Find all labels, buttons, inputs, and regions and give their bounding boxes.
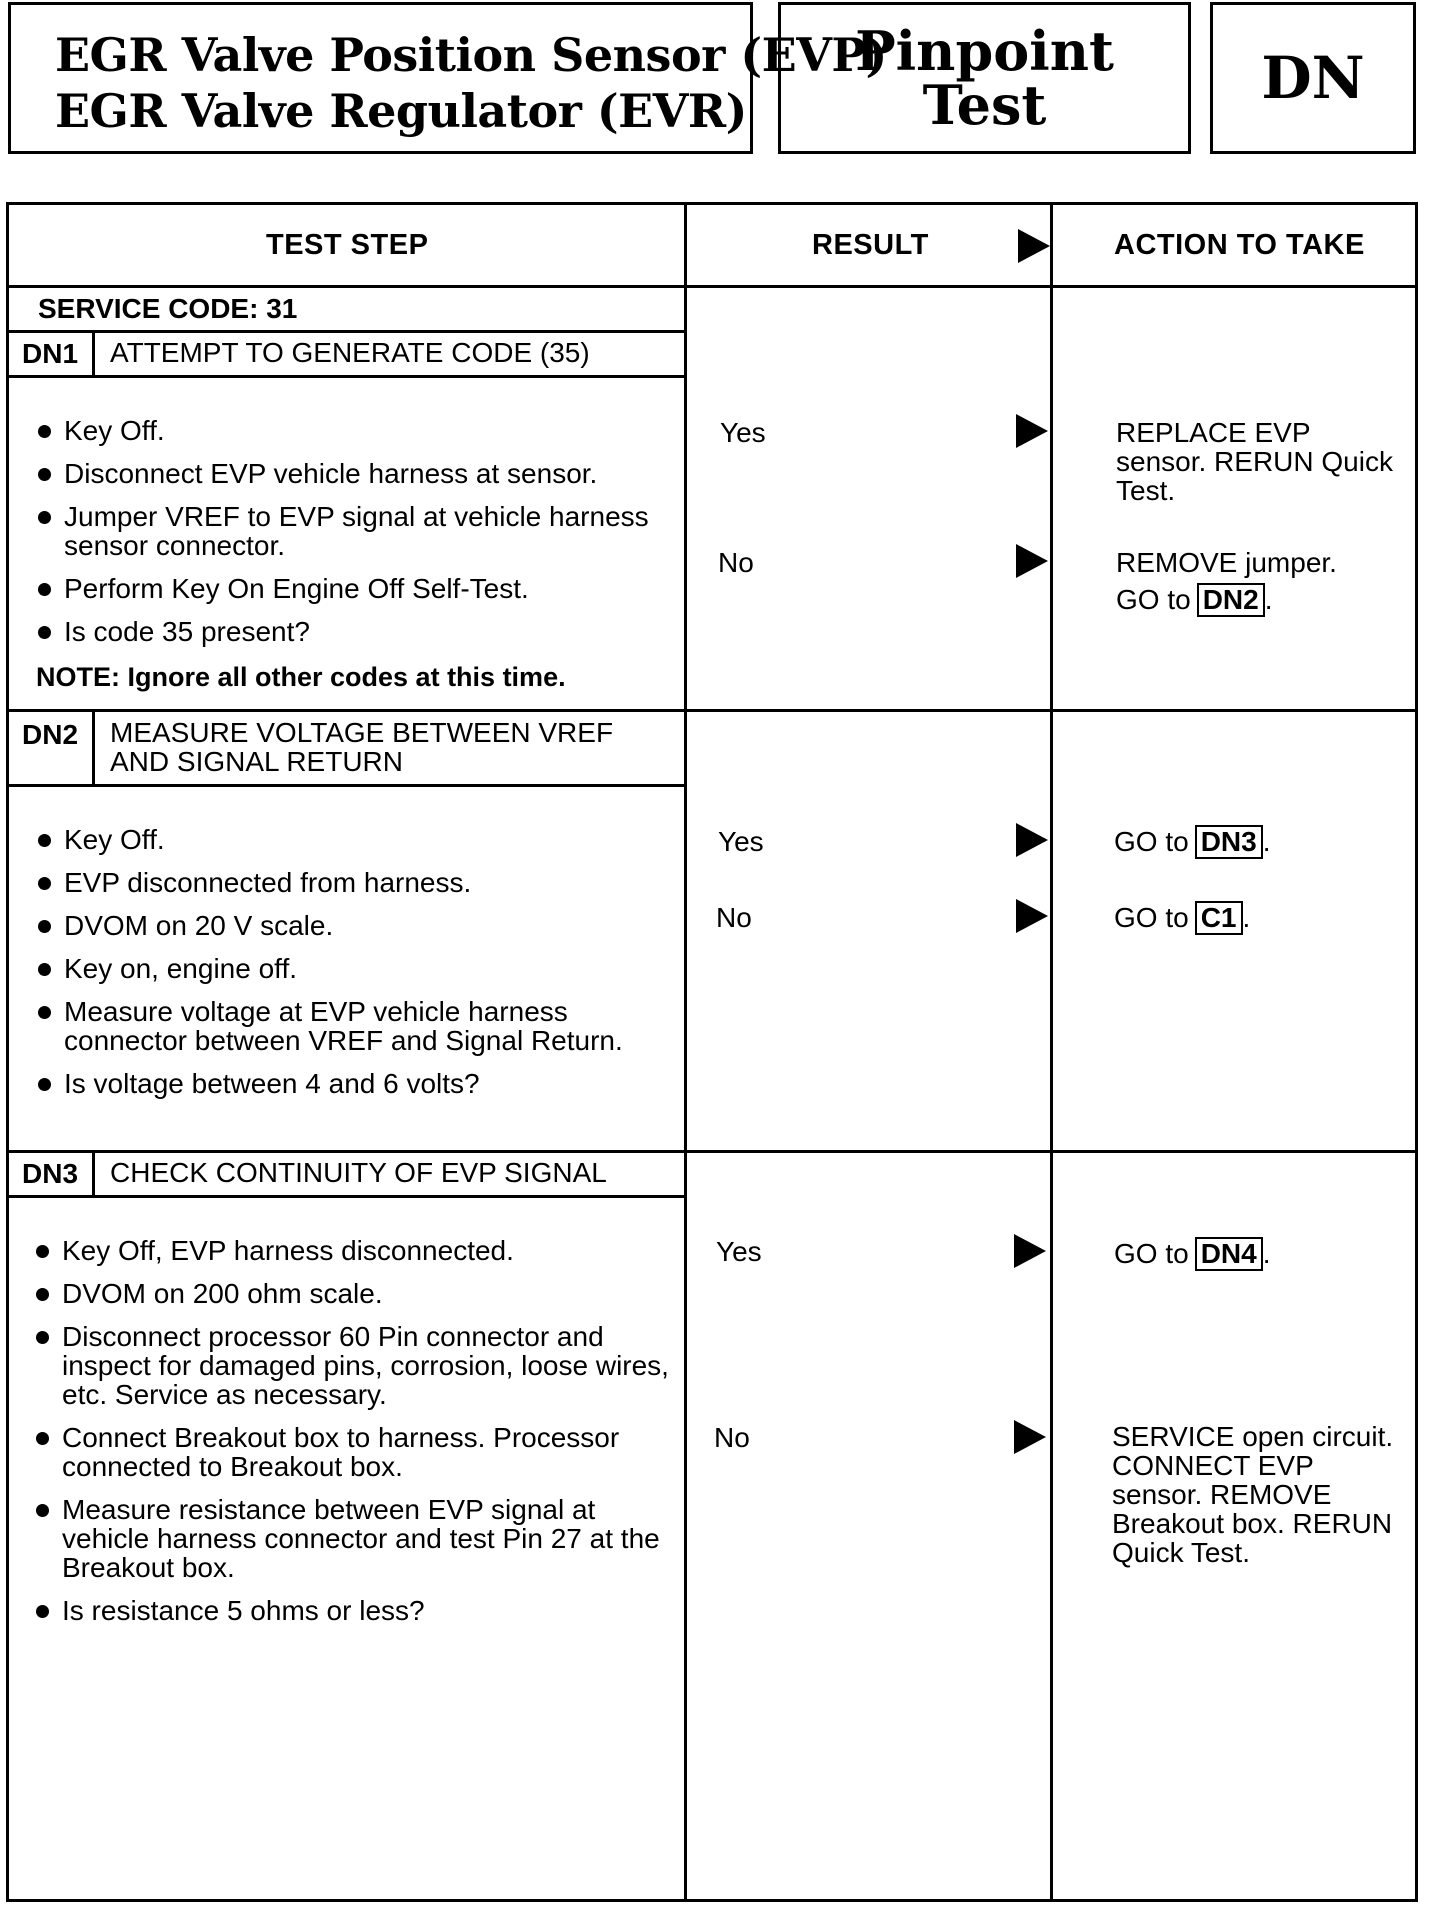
list-item: EVP disconnected from harness. [36, 868, 666, 897]
ref-dn4-link[interactable]: DN4 [1195, 1237, 1263, 1271]
step-id-dn1: DN1 [22, 338, 79, 369]
col-result: RESULT [812, 229, 929, 261]
result-no-dn3: No [714, 1422, 750, 1453]
title-line-2: EGR Valve Regulator (EVR) [55, 84, 747, 138]
action-yes-dn1: REPLACE EVP sensor. RERUN Quick Test. [1116, 417, 1393, 506]
list-item: DVOM on 200 ohm scale. [34, 1279, 670, 1308]
list-item: Connect Breakout box to harness. Processor connected to Breakout box. [34, 1423, 670, 1481]
result-arrow-icon [1014, 1234, 1046, 1268]
ref-c1-link[interactable]: C1 [1195, 901, 1243, 935]
result-yes-dn2: Yes [718, 826, 764, 857]
action-yes-dn2: GO to DN3 . [1114, 826, 1271, 857]
list-item: Jumper VREF to EVP signal at vehicle harness sensor connector. [36, 502, 666, 560]
list-item: Disconnect EVP vehicle harness at sensor. [36, 459, 666, 488]
action-yes-dn3: GO to DN4 . [1114, 1238, 1271, 1269]
ref-dn2-link[interactable]: DN2 [1197, 583, 1265, 617]
result-arrow-icon [1016, 899, 1048, 933]
step-title-dn3: CHECK CONTINUITY OF EVP SIGNAL [110, 1157, 607, 1188]
step-title-dn1: ATTEMPT TO GENERATE CODE (35) [110, 337, 590, 368]
action-no-dn2: GO to C1 . [1114, 902, 1251, 933]
step-bullets-dn3 [34, 1236, 670, 1639]
page-code: DN [1261, 44, 1365, 112]
list-item: DVOM on 20 V scale. [36, 911, 666, 940]
service-code: SERVICE CODE: 31 [38, 293, 298, 324]
result-yes-dn3: Yes [716, 1236, 762, 1267]
list-item: Disconnect processor 60 Pin connector and inspect for damaged pins, corrosion, loose wires, etc. Service as necessary. [34, 1322, 670, 1409]
title-box [8, 2, 887, 154]
step-id-dn2: DN2 [22, 719, 79, 750]
ref-dn3-link[interactable]: DN3 [1195, 825, 1263, 859]
test-type-box [778, 2, 1191, 154]
step-title-dn2: MEASURE VOLTAGE BETWEEN VREF AND SIGNAL RETURN [110, 717, 614, 777]
list-item: Measure resistance between EVP signal at vehicle harness connector and test Pin 27 at the Breakout box. [34, 1495, 670, 1582]
step-id-dn3: DN3 [22, 1158, 79, 1189]
step-bullets-dn1 [36, 416, 666, 660]
test-type-line-1: Pinpoint [855, 19, 1114, 83]
list-item: Perform Key On Engine Off Self-Test. [36, 574, 666, 603]
step-bullets-dn2 [36, 825, 666, 1112]
list-item: Measure voltage at EVP vehicle harness connector between VREF and Signal Return. [36, 997, 666, 1055]
list-item: Is resistance 5 ohms or less? [34, 1596, 670, 1625]
list-item: Is code 35 present? [36, 617, 666, 646]
list-item: Key Off. [36, 416, 666, 445]
code-box [1210, 2, 1416, 154]
action-no-dn1: REMOVE jumper. GO to DN2 . [1116, 547, 1337, 615]
title-line-1: EGR Valve Position Sensor (EVP) [55, 28, 887, 82]
result-no-dn2: No [716, 902, 752, 933]
list-item: Key Off. [36, 825, 666, 854]
list-item: Key Off, EVP harness disconnected. [34, 1236, 670, 1265]
col-test-step: TEST STEP [266, 229, 429, 261]
list-item: Is voltage between 4 and 6 volts? [36, 1069, 666, 1098]
step-note-dn1: NOTE: Ignore all other codes at this time. [36, 662, 566, 692]
result-no-dn1: No [718, 547, 754, 578]
result-arrow-icon [1016, 823, 1048, 857]
list-item: Key on, engine off. [36, 954, 666, 983]
result-yes-dn1: Yes [720, 417, 766, 448]
result-arrow-icon [1016, 414, 1048, 448]
result-arrow-icon [1018, 229, 1050, 263]
test-type-line-2: Test [922, 73, 1047, 137]
result-arrow-icon [1014, 1420, 1046, 1454]
action-no-dn3: SERVICE open circuit. CONNECT EVP sensor. REMOVE Breakout box. RERUN Quick Test. [1112, 1421, 1394, 1568]
col-action: ACTION TO TAKE [1114, 229, 1365, 261]
result-arrow-icon [1016, 544, 1048, 578]
